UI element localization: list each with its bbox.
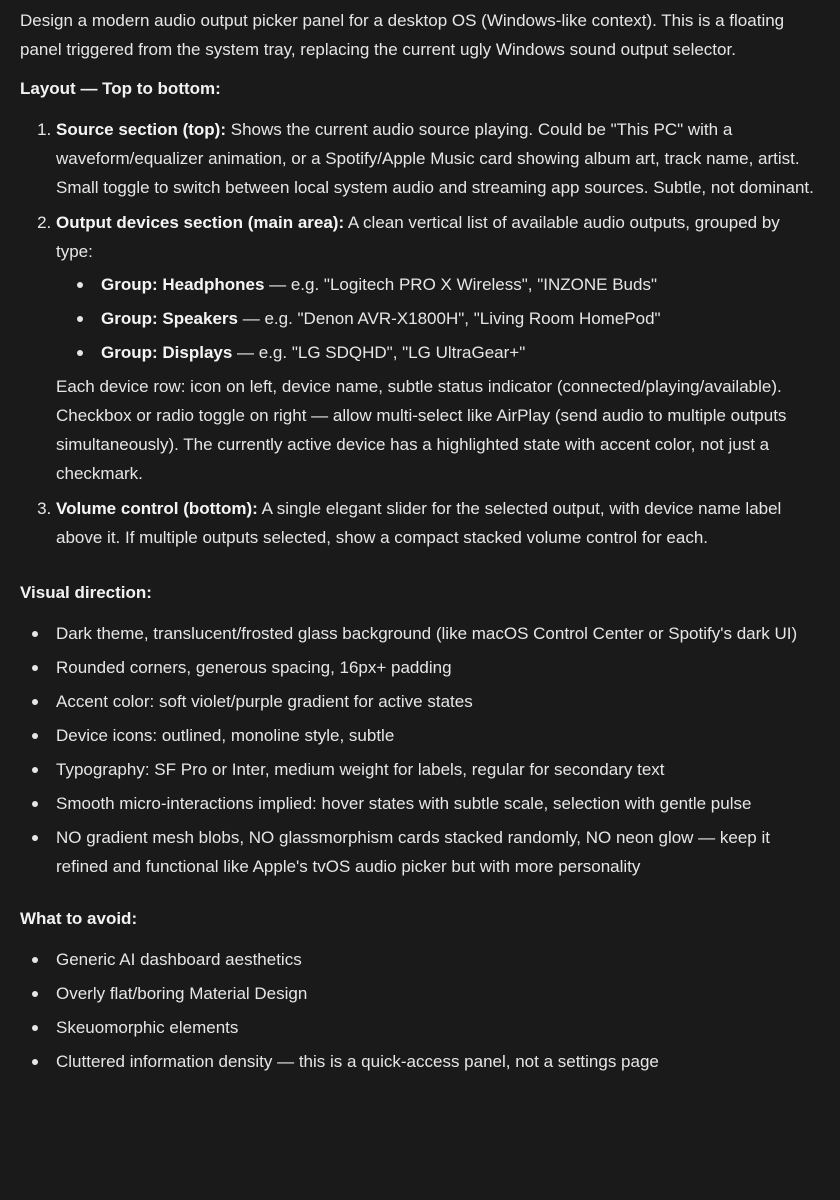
list-item: Skeuomorphic elements xyxy=(56,1013,820,1042)
layout-heading: Layout — Top to bottom: xyxy=(20,79,221,98)
layout-item-source xyxy=(56,115,820,202)
bullet-icon xyxy=(32,699,38,705)
device-row-description: Each device row: icon on left, device name, subtle status indicator (connected/playing/available). Checkbox or radio toggle on right — allow multi-select like AirPlay (send audio to multiple outputs simultaneously). The currently active device has a highlighted state with accent color, not just a checkmark. xyxy=(56,377,787,483)
avoid-list xyxy=(20,945,820,1076)
group-title: Group: Speakers xyxy=(101,309,238,328)
bullet-icon xyxy=(32,631,38,637)
visual-direction-list xyxy=(20,619,820,881)
group-examples: — e.g. "LG SDQHD", "LG UltraGear+" xyxy=(232,343,526,362)
layout-item-text: Shows the current audio source playing. Could be "This PC" with a waveform/equalizer animation, or a Spotify/Apple Music card showing album art, track name, artist. Small toggle to switch between local system audio and streaming app sources. Subtle, not dominant. xyxy=(56,120,814,197)
list-item: Cluttered information density — this is a quick-access panel, not a settings page xyxy=(56,1047,820,1076)
bullet-icon xyxy=(32,957,38,963)
group-examples: — e.g. "Logitech PRO X Wireless", "INZONE Buds" xyxy=(264,275,657,294)
layout-list xyxy=(20,115,820,552)
layout-item-volume xyxy=(56,494,820,552)
group-examples: — e.g. "Denon AVR-X1800H", "Living Room HomePod" xyxy=(238,309,661,328)
list-item: Overly flat/boring Material Design xyxy=(56,979,820,1008)
document-body xyxy=(20,6,820,1081)
bullet-icon xyxy=(77,316,83,322)
group-title: Group: Displays xyxy=(101,343,233,362)
layout-item-text: A single elegant slider for the selected output, with device name label above it. If multiple outputs selected, show a compact stacked volume control for each. xyxy=(56,499,782,547)
avoid-heading: What to avoid: xyxy=(20,909,138,928)
bullet-icon xyxy=(32,991,38,997)
bullet-icon xyxy=(77,350,83,356)
device-group-headphones xyxy=(101,270,820,299)
list-item: Generic AI dashboard aesthetics xyxy=(56,945,820,974)
bullet-icon xyxy=(32,1059,38,1065)
list-item: Dark theme, translucent/frosted glass background (like macOS Control Center or Spotify's dark UI) xyxy=(56,619,820,648)
list-item: Accent color: soft violet/purple gradient for active states xyxy=(56,687,820,716)
group-title: Group: Headphones xyxy=(101,275,265,294)
list-item: Device icons: outlined, monoline style, subtle xyxy=(56,721,820,750)
bullet-icon xyxy=(32,835,38,841)
bullet-icon xyxy=(32,733,38,739)
list-item: Rounded corners, generous spacing, 16px+ padding xyxy=(56,653,820,682)
layout-item-text: A clean vertical list of available audio outputs, grouped by type: xyxy=(56,213,780,261)
device-group-list xyxy=(56,270,820,367)
list-item: Typography: SF Pro or Inter, medium weight for labels, regular for secondary text xyxy=(56,755,820,784)
visual-direction-heading: Visual direction: xyxy=(20,583,152,602)
layout-item-title: Source section (top): xyxy=(56,120,227,139)
bullet-icon xyxy=(32,767,38,773)
bullet-icon xyxy=(77,282,83,288)
list-item: NO gradient mesh blobs, NO glassmorphism cards stacked randomly, NO neon glow — keep it refined and functional like Apple's tvOS audio picker but with more personality xyxy=(56,823,820,881)
device-group-displays xyxy=(101,338,820,367)
layout-item-title: Volume control (bottom): xyxy=(56,499,258,518)
bullet-icon xyxy=(32,1025,38,1031)
device-group-speakers xyxy=(101,304,820,333)
bullet-icon xyxy=(32,665,38,671)
intro-paragraph: Design a modern audio output picker panel for a desktop OS (Windows-like context). This is a floating panel triggered from the system tray, replacing the current ugly Windows sound output selector. xyxy=(20,11,785,59)
layout-item-title: Output devices section (main area): xyxy=(56,213,345,232)
list-item: Smooth micro-interactions implied: hover states with subtle scale, selection with gentle pulse xyxy=(56,789,820,818)
layout-item-output-devices xyxy=(56,208,820,488)
bullet-icon xyxy=(32,801,38,807)
